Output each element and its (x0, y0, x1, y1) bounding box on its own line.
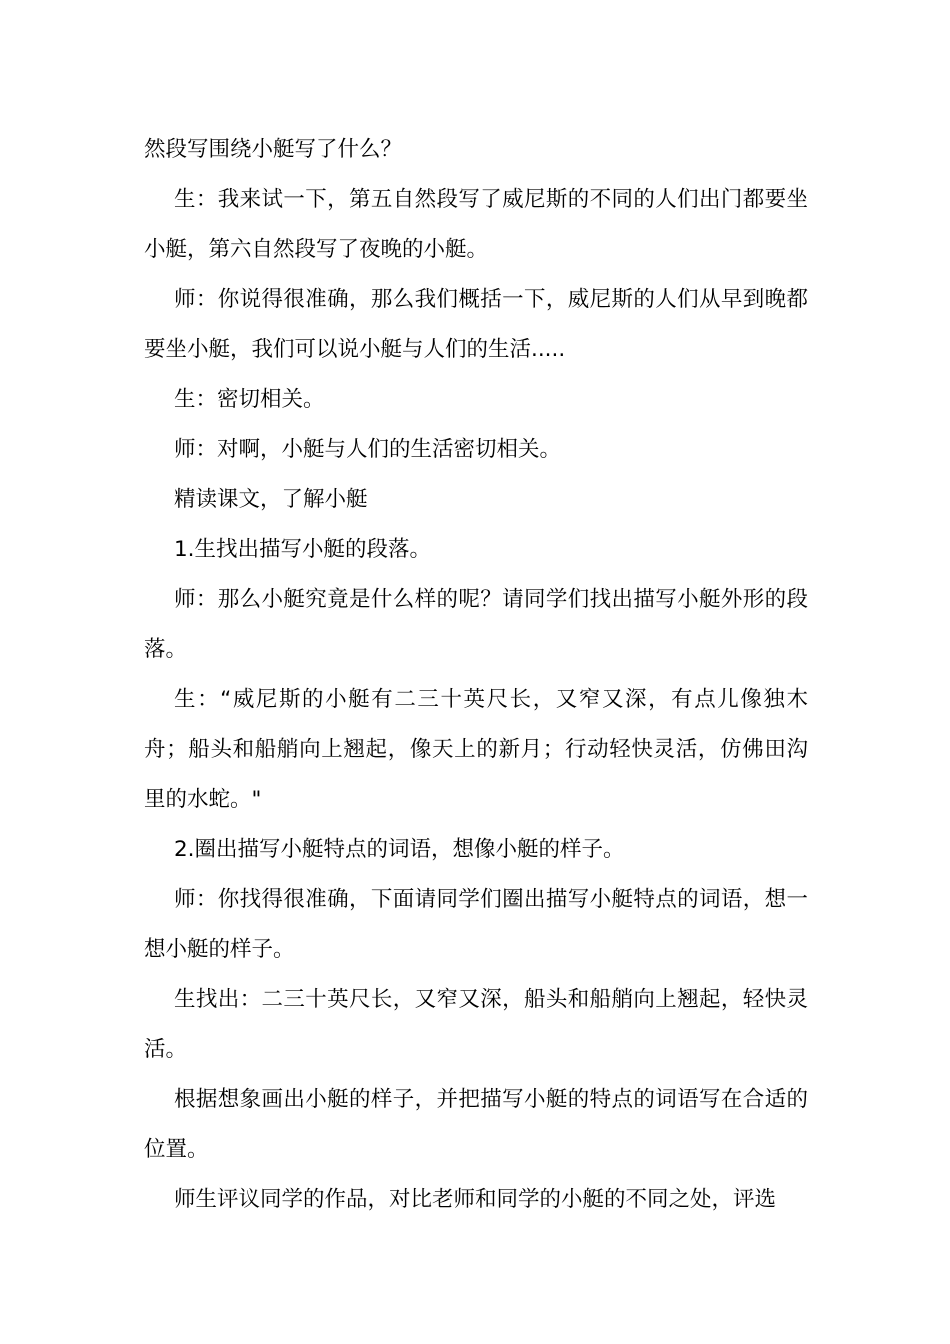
document-body (144, 125, 808, 1225)
paragraph-teacher-confirm: 师：对啊，小艇与人们的生活密切相关。 (174, 437, 562, 462)
step-1: 1.生找出描写小艇的段落。 (174, 537, 432, 562)
section-heading: 精读课文，了解小艇 (174, 487, 368, 512)
paragraph-continuation: 然段写围绕小艇写了什么？ (144, 137, 403, 162)
paragraph-student-quote: 生：“威尼斯的小艇有二三十英尺长，又窄又深，有点儿像独木舟；船头和船艄向上翘起，像天上的新月；行动轻快灵活，仿佛田沟里的水蛇。" (144, 687, 808, 812)
paragraph-teacher-instruction: 师：你找得很准确，下面请同学们圈出描写小艇特点的词语，想一想小艇的样子。 (144, 887, 808, 962)
paragraph-evaluation: 师生评议同学的作品，对比老师和同学的小艇的不同之处，评选 (174, 1187, 777, 1212)
paragraph-student-answer-1: 生：我来试一下，第五自然段写了威尼斯的不同的人们出门都要坐小艇，第六自然段写了夜晚的小艇。 (144, 187, 808, 262)
paragraph-teacher-question: 师：那么小艇究竟是什么样的呢？请同学们找出描写小艇外形的段落。 (144, 587, 808, 662)
step-2: 2.圈出描写小艇特点的词语，想像小艇的样子。 (174, 837, 625, 862)
paragraph-teacher-summary: 师：你说得很准确，那么我们概括一下，威尼斯的人们从早到晚都要坐小艇，我们可以说小艇与人们的生活..... (144, 287, 808, 362)
paragraph-student-findings: 生找出：二三十英尺长，又窄又深，船头和船艄向上翘起，轻快灵活。 (144, 987, 808, 1062)
paragraph-student-answer-2: 生：密切相关。 (174, 387, 325, 412)
paragraph-drawing-task: 根据想象画出小艇的样子，并把描写小艇的特点的词语写在合适的位置。 (144, 1087, 808, 1162)
